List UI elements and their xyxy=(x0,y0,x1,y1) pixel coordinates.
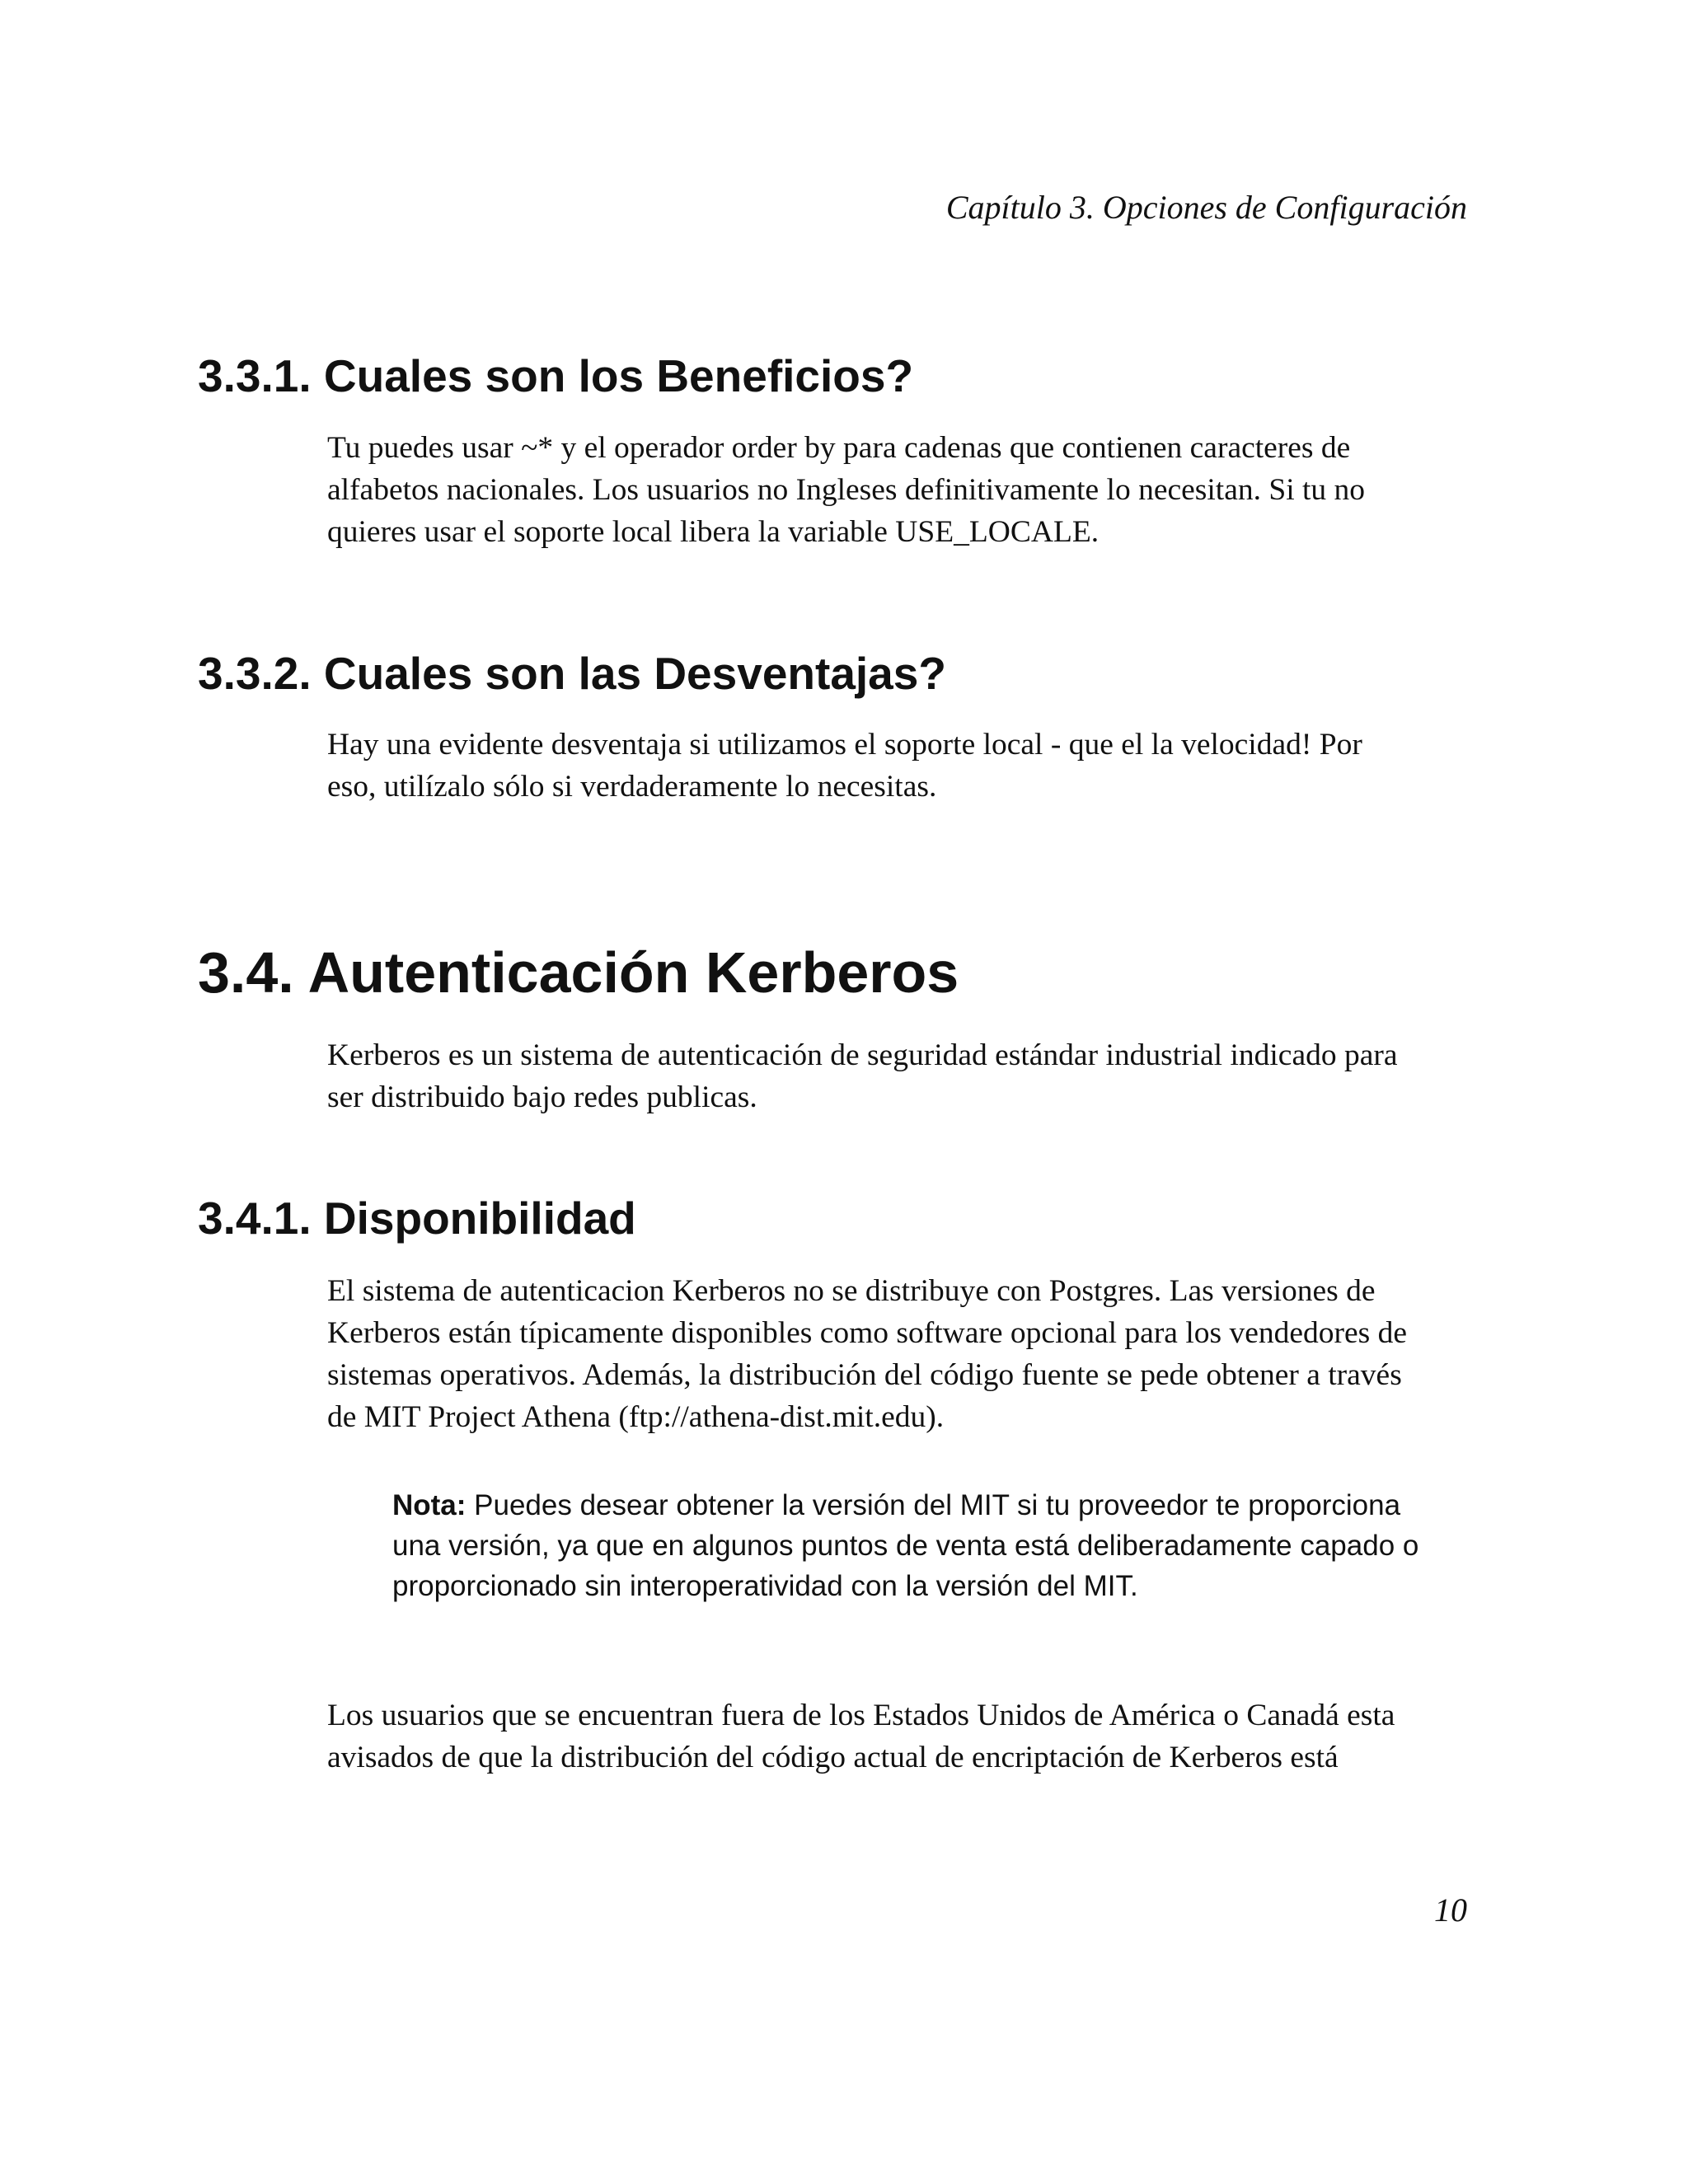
closing-paragraph xyxy=(327,1694,1481,1779)
text-line: Kerberos es un sistema de autenticación de seguridad estándar industrial indicado para xyxy=(327,1038,1398,1072)
note-line: una versión, ya que en algunos puntos de venta está deliberadamente capado o xyxy=(392,1530,1419,1562)
section-heading-3-4-1: 3.4.1. Disponibilidad xyxy=(198,1193,636,1244)
text-line: El sistema de autenticacion Kerberos no se distribuye con Postgres. Las versiones de xyxy=(327,1274,1376,1308)
note-line xyxy=(392,1485,1497,1526)
text-line: alfabetos nacionales. Los usuarios no Ingleses definitivamente lo necesitan. Si tu no xyxy=(327,473,1366,507)
note-block xyxy=(392,1485,1497,1606)
text-line: Hay una evidente desventaja si utilizamos el soporte local - que el la velocidad! Por xyxy=(327,728,1362,762)
note-line: proporcionado sin interoperatividad con la versión del MIT. xyxy=(392,1570,1138,1602)
section-heading-3-3-2: 3.3.2. Cuales son las Desventajas? xyxy=(198,648,946,699)
note-label: Nota: xyxy=(392,1489,467,1521)
text-line: eso, utilízalo sólo si verdaderamente lo necesitas. xyxy=(327,770,937,804)
text-line: avisados de que la distribución del código actual de encriptación de Kerberos está xyxy=(327,1741,1339,1774)
text-line: quieres usar el soporte local libera la variable USE_LOCALE. xyxy=(327,515,1100,549)
text-line: ser distribuido bajo redes publicas. xyxy=(327,1080,757,1114)
section-3-3-1-paragraph xyxy=(327,427,1481,553)
page-number: 10 xyxy=(1434,1891,1467,1929)
text-line: Tu puedes usar ~* y el operador order by para cadenas que contienen caracteres de xyxy=(327,431,1351,465)
text-line: Los usuarios que se encuentran fuera de los Estados Unidos de América o Canadá esta xyxy=(327,1699,1395,1732)
section-heading-3-3-1: 3.3.1. Cuales son los Beneficios? xyxy=(198,350,914,401)
section-3-3-2-paragraph xyxy=(327,724,1481,808)
section-3-4-1-paragraph xyxy=(327,1270,1481,1438)
section-3-4-paragraph xyxy=(327,1034,1481,1118)
text-line: Kerberos están típicamente disponibles como software opcional para los vendedores de xyxy=(327,1316,1407,1350)
running-header: Capítulo 3. Opciones de Configuración xyxy=(945,189,1467,226)
text-line: sistemas operativos. Además, la distribución del código fuente se pede obtener a través xyxy=(327,1358,1402,1392)
section-heading-3-4: 3.4. Autenticación Kerberos xyxy=(198,940,959,1005)
text-line: de MIT Project Athena (ftp://athena-dist.mit.edu). xyxy=(327,1400,945,1434)
note-text: Puedes desear obtener la versión del MIT si tu proveedor te proporciona xyxy=(466,1489,1401,1521)
